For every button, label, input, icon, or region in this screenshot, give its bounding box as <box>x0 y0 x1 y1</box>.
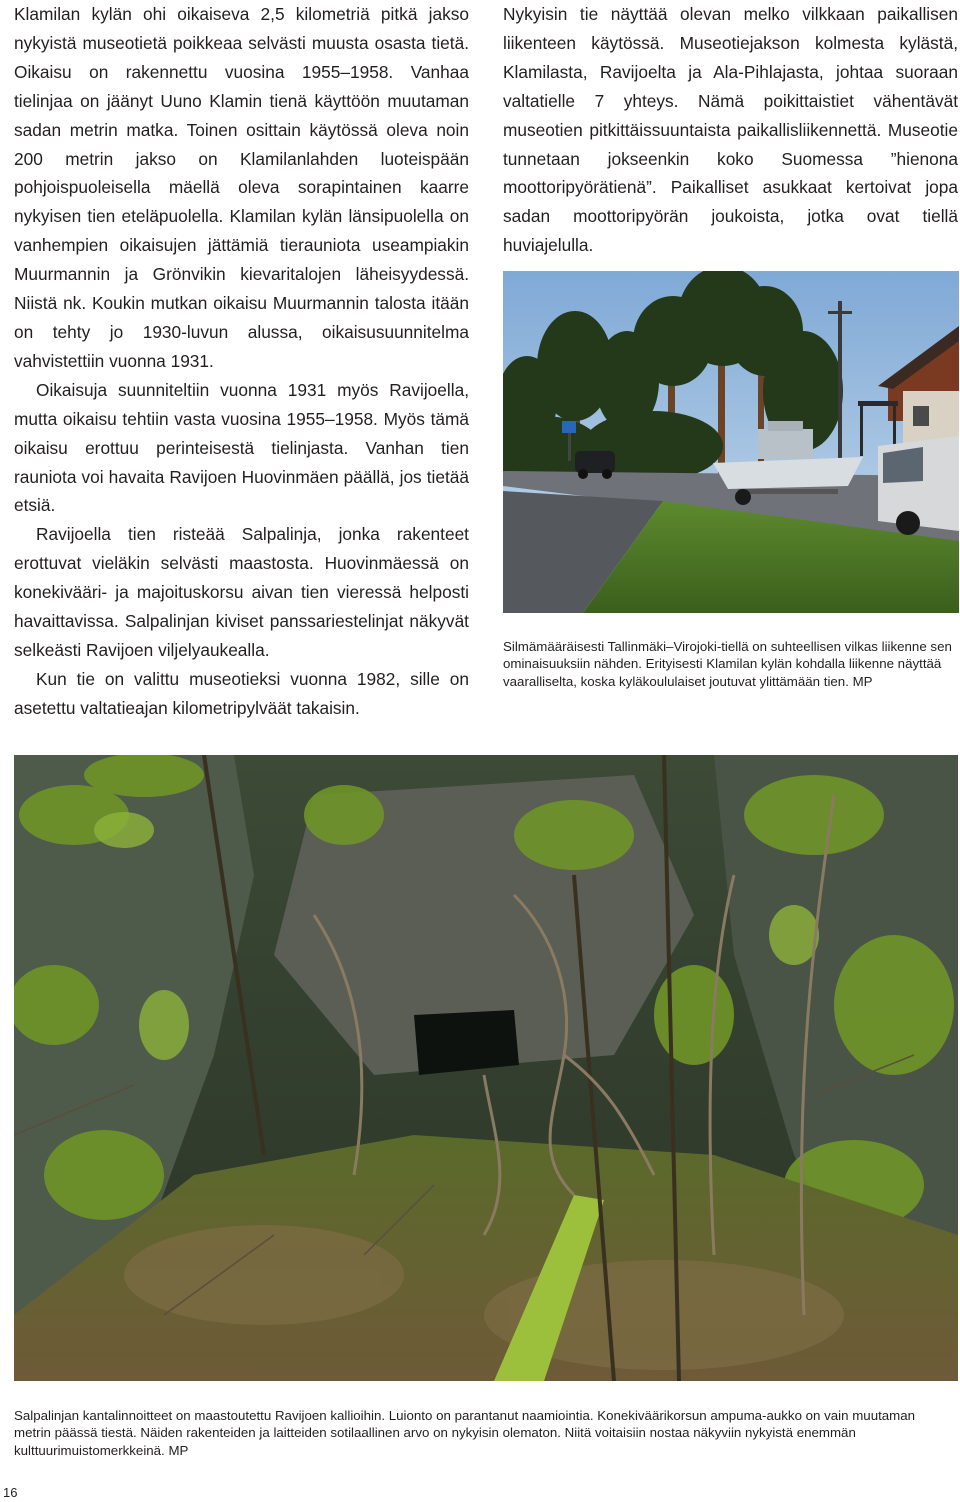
page-number: 16 <box>3 1485 18 1500</box>
left-text-column <box>14 0 469 723</box>
right-text-column <box>503 0 958 260</box>
paragraph: Oikaisuja suunniteltiin vuonna 1931 myös Ravijoella, mutta oikaisu tehtiin vasta vuosina 1955–1958. Myös tämä oikaisu erottuu perinteisestä tielinjasta. Vanhan tien rauniota voi havaita Ravijoen Huovinmäen päällä, jos tietää etsiä. <box>14 379 469 516</box>
paragraph: Klamilan kylän ohi oikaiseva 2,5 kilometriä pitkä jakso nykyistä museotietä poikkeaa selvästi muusta osasta tietä. Oikaisu on rakennettu vuosina 1955–1958. Vanhaa tielinjaa on jäänyt Uuno Klamin tienä käyttöön muutaman sadan metrin matka. Toinen osittain käytössä oleva noin 200 metrin jakso on Klamilanlahden luoteispään pohjoispuoleisella mäellä oleva sorapintainen kaarre nykyisen tien eteläpuolella. Klamilan kylän länsipuolella on vanhempien oikaisujen jättämiä tierauniota useampiakin Muurmannin ja Grönvikin kievaritalojen läheisyydessä. Niistä nk. Koukin mutkan oikaisu Muurmannin talosta itään on tehty jo 1930-luvun alussa, oikaisusuunnitelma vahvistettiin vuonna 1931. <box>14 4 469 371</box>
road-photo-caption: Silmämääräisesti Tallinmäki–Virojoki-tiellä on suhteellisen vilkas liikenne sen ominaisuuksiin nähden. Erityisesti Klamilan kylän kohdalla liikenne näyttää vaaralliselta, koska kyläkoululaiset joutuvat ylittämään tien. MP <box>503 639 952 689</box>
paragraph: Kun tie on valittu museotieksi vuonna 1982, sille on asetettu valtatieajan kilometripylväät takaisin. <box>14 668 469 718</box>
fortification-photo <box>14 755 958 1381</box>
fortification-photo-caption: Salpalinjan kantalinnoitteet on maastoutettu Ravijoen kallioihin. Luionto on parantanut naamiointia. Konekiväärikorsun ampuma-aukko on vain muutaman metrin päässä tiestä. Näiden rakenteiden ja laitteiden sotilaallinen arvo on nykyisin olematon. Niitä voitaisiin nostaa näkyviin nykyistä enemmän kulttuurimuistomerkkeinä. MP <box>14 1408 916 1458</box>
road-photo <box>503 271 959 613</box>
paragraph: Ravijoella tien risteää Salpalinja, jonka rakenteet erottuvat vieläkin selvästi maastosta. Huovinmäessä on konekivääri- ja majoituskorsu aivan tien vieressä helposti havaittavissa. Salpalinjan kiviset panssariestelinjat näkyvät selkeästi Ravijoen viljelyaukealla. <box>14 524 469 660</box>
paragraph: Nykyisin tie näyttää olevan melko vilkkaan paikallisen liikenteen käytössä. Museotiejakson kolmesta kylästä, Klamilasta, Ravijoelta ja Ala-Pihlajasta, johtaa suoraan valtatielle 7 yhteys. Nämä poikittaistiet vähentävät museotien pitkittäissuuntaista paikallisliikennettä. Museotie tunnetaan jokseenkin koko Suomessa ”hienona moottoripyörätienä”. Paikalliset asukkaat kertoivat jopa sadan moottoripyörän joukoista, jotka ovat tiellä huviajelulla. <box>503 4 958 256</box>
